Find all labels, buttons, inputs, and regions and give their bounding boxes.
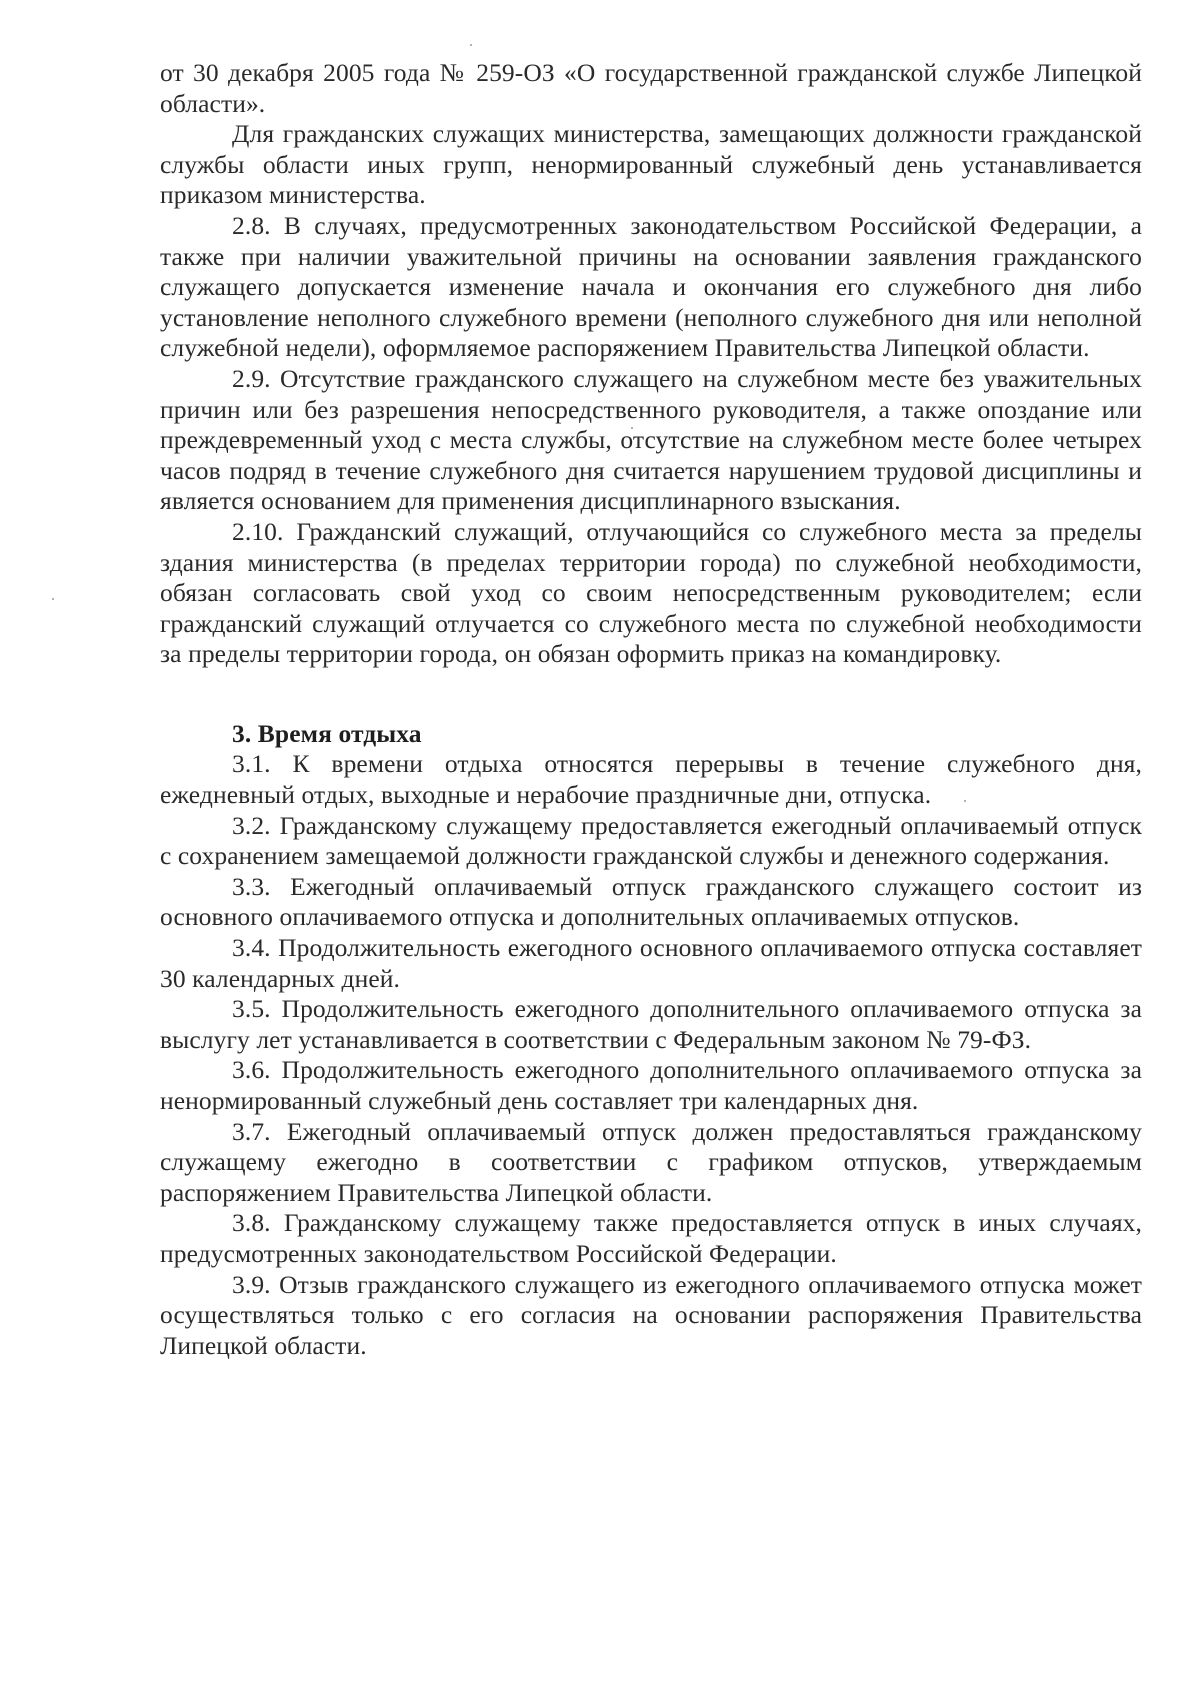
paragraph-3-1: 3.1. К времени отдыха относятся перерывы в течение служебного дня, ежедневный отдых, выходные и нерабочие праздничные дни, отпуска. bbox=[160, 749, 1142, 810]
scan-speck bbox=[470, 44, 472, 46]
paragraph-3-3: 3.3. Ежегодный оплачиваемый отпуск гражданского служащего состоит из основного оплачиваемого отпуска и дополнительных оплачиваемых отпусков. bbox=[160, 871, 1142, 932]
section-heading-rest-time: 3. Время отдыха bbox=[232, 718, 422, 748]
document-body bbox=[160, 58, 1142, 1361]
paragraph-2-8: 2.8. В случаях, предусмотренных законодательством Российской Федерации, а также при наличии уважительной причины на основании заявления гражданского служащего допускается изменение начала и окончания его служебного дня либо установление неполного служебного времени (неполного служебного дня или неполной служебной недели), оформляемое распоряжением Правительства Липецкой области. bbox=[160, 210, 1142, 363]
paragraph-3-4: 3.4. Продолжительность ежегодного основного оплачиваемого отпуска составляет 30 календарных дней. bbox=[160, 933, 1142, 993]
paragraph-2-10: 2.10. Гражданский служащий, отлучающийся со служебного места за пределы здания министерства (в пределах территории города) по служебной необходимости, обязан согласовать свой уход со своим непосредственным руководителем; если гражданский служащий отлучается со служебного места по служебной необходимости за пределы территории города, он обязан оформить приказ на командировку. bbox=[160, 516, 1142, 669]
paragraph-3-9: 3.9. Отзыв гражданского служащего из ежегодного оплачиваемого отпуска может осуществляться только с его согласия на основании распоряжения Правительства Липецкой области. bbox=[160, 1269, 1142, 1360]
paragraph-3-6: 3.6. Продолжительность ежегодного дополнительного оплачиваемого отпуска за ненормированный служебный день составляет три календарных дня. bbox=[160, 1055, 1142, 1115]
paragraph-law-reference: от 30 декабря 2005 года № 259-ОЗ «О государственной гражданской службе Липецкой области». bbox=[160, 58, 1142, 118]
paragraph-irregular-day: Для гражданских служащих министерства, замещающих должности гражданской службы области иных групп, ненормированный служебный день устанавливается приказом министерства. bbox=[160, 119, 1142, 210]
paragraph-2-9: 2.9. Отсутствие гражданского служащего на служебном месте без уважительных причин или без разрешения непосредственного руководителя, а также опоздание или преждевременный уход с места службы, отсутствие на служебном месте более четырех часов подряд в течение служебного дня считается нарушением трудовой дисциплины и является основанием для применения дисциплинарного взыскания. bbox=[160, 363, 1142, 516]
paragraph-3-2: 3.2. Гражданскому служащему предоставляется ежегодный оплачиваемый отпуск с сохранением замещаемой должности гражданской службы и денежного содержания. bbox=[160, 810, 1142, 871]
paragraph-3-7: 3.7. Ежегодный оплачиваемый отпуск должен предоставляться гражданскому служащему ежегодно в соответствии с графиком отпусков, утверждаемым распоряжением Правительства Липецкой области. bbox=[160, 1116, 1142, 1207]
scan-speck bbox=[52, 598, 54, 600]
paragraph-3-8: 3.8. Гражданскому служащему также предоставляется отпуск в иных случаях, предусмотренных законодательством Российской Федерации. bbox=[160, 1208, 1142, 1268]
paragraph-3-5: 3.5. Продолжительность ежегодного дополнительного оплачиваемого отпуска за выслугу лет устанавливается в соответствии с Федеральным законом № 79-ФЗ. bbox=[160, 994, 1142, 1054]
